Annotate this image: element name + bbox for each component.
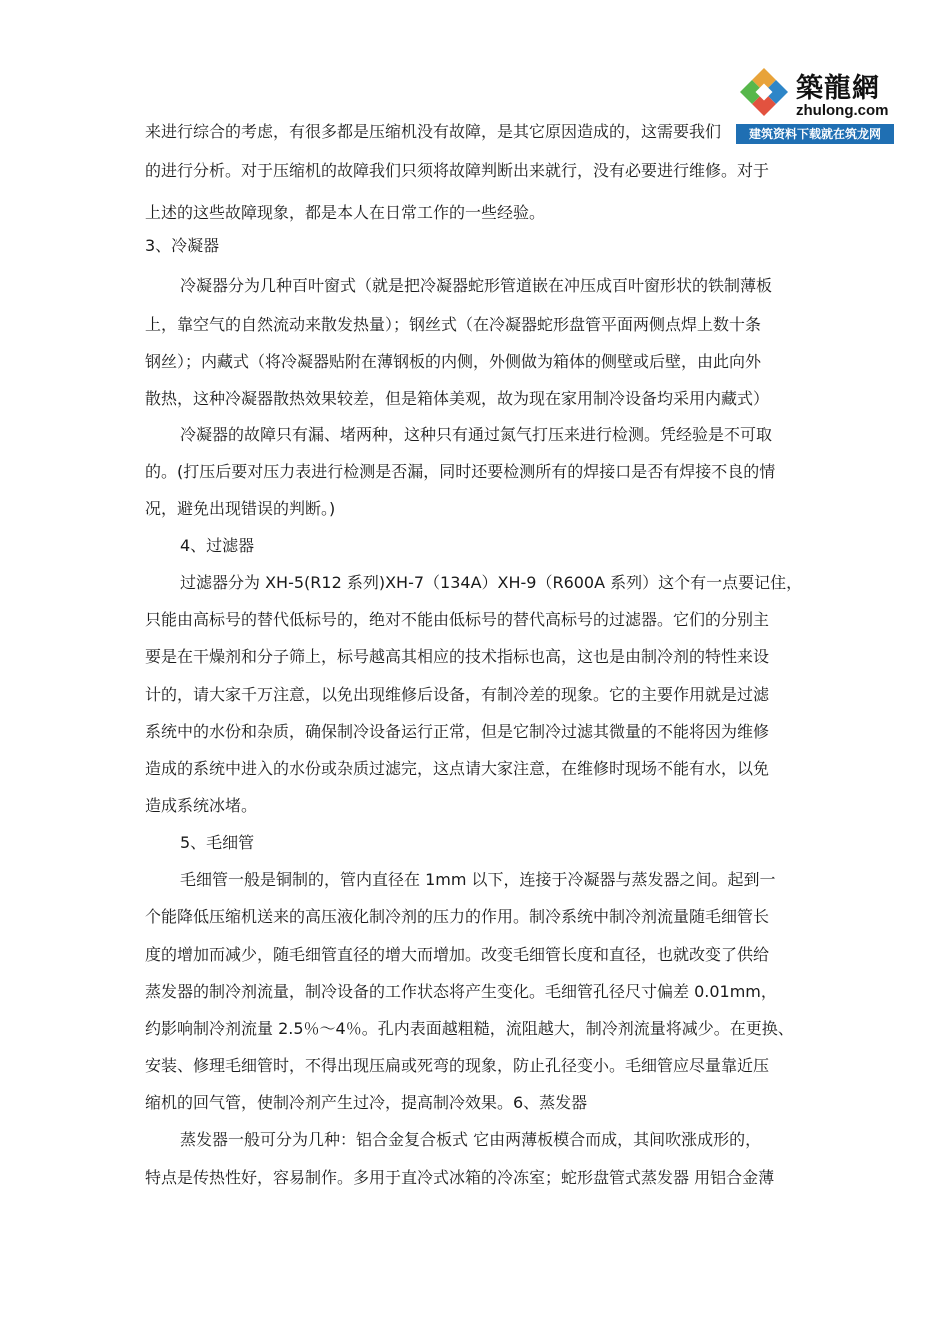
text-line: 蒸发器的制冷剂流量，制冷设备的工作状态将产生变化。毛细管孔径尺寸偏差 0.01mm，: [145, 982, 777, 1001]
text-line: 来进行综合的考虑，有很多都是压缩机没有故障，是其它原因造成的，这需要我们: [145, 122, 722, 141]
text-line: 的进行分析。对于压缩机的故障我们只须将故障判断出来就行，没有必要进行维修。对于: [145, 161, 770, 180]
text-line: 上，靠空气的自然流动来散发热量）；钢丝式（在冷凝器蛇形盘管平面两侧点焊上数十条: [145, 315, 762, 334]
logo-site-name: zhulong.com: [796, 102, 889, 119]
text-line: 过滤器分为 XH-5(R12 系列)XH-7（134A）XH-9（R600A 系列）这个有一点要记住，: [180, 573, 803, 592]
text-line: 的。(打压后要对压力表进行检测是否漏，同时还要检测所有的焊接口是否有焊接不良的情: [145, 462, 776, 481]
text-line: 约影响制冷剂流量 2.5％～4％。孔内表面越粗糙，流阻越大，制冷剂流量将减少。在更换、: [145, 1019, 794, 1038]
text-line: 造成系统冰堵。: [145, 796, 258, 815]
text-line: 要是在干燥剂和分子筛上，标号越高其相应的技术指标也高，这也是由制冷剂的特性来设: [145, 647, 770, 666]
text-line: 安装、修理毛细管时，不得出现压扁或死弯的现象，防止孔径变小。毛细管应尽量靠近压: [145, 1056, 770, 1075]
text-line: 度的增加而减少，随毛细管直径的增大而增加。改变毛细管长度和直径，也就改变了供给: [145, 945, 770, 964]
logo-chinese-name: 築龍網: [796, 73, 880, 104]
text-line: 个能降低压缩机送来的高压液化制冷剂的压力的作用。制冷系统中制冷剂流量随毛细管长: [145, 907, 770, 926]
text-line: 计的，请大家千万注意，以免出现维修后设备，有制冷差的现象。它的主要作用就是过滤: [145, 685, 770, 704]
text-line: 冷凝器的故障只有漏、堵两种，这种只有通过氮气打压来进行检测。凭经验是不可取: [180, 425, 773, 444]
text-line: 特点是传热性好，容易制作。多用于直冷式冰箱的冷冻室；蛇形盘管式蒸发器 用铝合金薄: [145, 1168, 775, 1187]
text-line: 只能由高标号的替代低标号的，绝对不能由低标号的替代高标号的过滤器。它们的分别主: [145, 610, 770, 629]
text-line: 毛细管一般是铜制的，管内直径在 1mm 以下，连接于冷凝器与蒸发器之间。起到一: [180, 870, 776, 889]
text-line: 缩机的回气管，使制冷剂产生过冷，提高制冷效果。6、蒸发器: [145, 1093, 588, 1112]
text-line: 冷凝器分为几种百叶窗式（就是把冷凝器蛇形管道嵌在冲压成百叶窗形状的铁制薄板: [180, 276, 773, 295]
section-heading: 4、过滤器: [180, 536, 255, 555]
text-line: 上述的这些故障现象，都是本人在日常工作的一些经验。: [145, 203, 546, 222]
text-line: 蒸发器一般可分为几种：铝合金复合板式 它由两薄板模合而成，其间吹涨成形的，: [180, 1130, 762, 1149]
text-line: 钢丝）；内藏式（将冷凝器贴附在薄钢板的内侧，外侧做为箱体的侧壁或后壁，由此向外: [145, 352, 762, 371]
logo-banner: 建筑资料下载就在筑龙网: [736, 124, 894, 144]
text-line: 系统中的水份和杂质，确保制冷设备运行正常，但是它制冷过滤其微量的不能将因为维修: [145, 722, 770, 741]
text-line: 散热，这种冷凝器散热效果较差，但是箱体美观，故为现在家用制冷设备均采用内藏式）: [145, 389, 770, 408]
section-heading: 3、冷凝器: [145, 236, 220, 255]
text-line: 造成的系统中进入的水份或杂质过滤完，这点请大家注意，在维修时现场不能有水，以免: [145, 759, 770, 778]
section-heading: 5、毛细管: [180, 833, 255, 852]
text-line: 况，避免出现错误的判断。): [145, 499, 336, 518]
zhulong-logo-mark-icon: [736, 64, 792, 120]
